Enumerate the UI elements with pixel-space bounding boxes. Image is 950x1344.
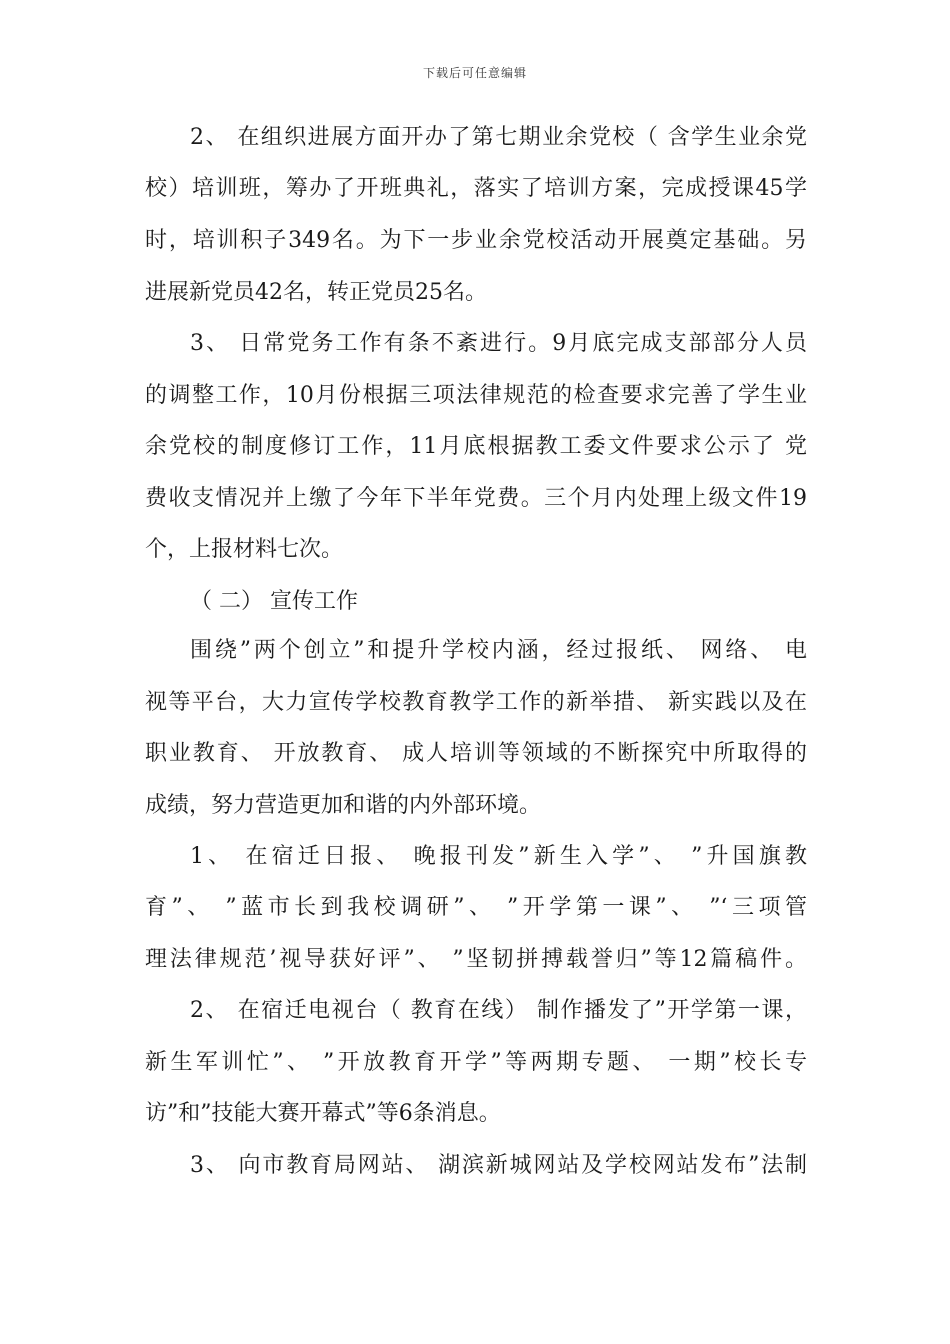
paragraph-line: 的调整工作，10月份根据三项法律规范的检查要求完善了学生业 [145,383,807,408]
paragraph-line: 校）培训班，筹办了开班典礼，落实了培训方案，完成授课45学 [145,176,807,201]
paragraph-line: 费收支情况并上缴了今年下半年党费。三个月内处理上级文件19 [145,486,807,511]
paragraph-line: 视等平台，大力宣传学校教育教学工作的新举措、 新实践以及在 [145,690,807,715]
paragraph-line: 3、 向市教育局网站、 湖滨新城网站及学校网站发布”法制 [190,1153,807,1178]
paragraph-line: 新生军训忙”、 ”开放教育开学”等两期专题、 一期”校长专 [145,1050,807,1075]
paragraph-line: 2、 在宿迁电视台（ 教育在线） 制作播发了”开学第一课， [190,998,807,1023]
paragraph-line: 围绕”两个创立”和提升学校内涵，经过报纸、 网络、 电 [190,638,807,663]
paragraph-line: 进展新党员42名，转正党员25名。 [145,280,487,305]
paragraph-line: 余党校的制度修订工作，11月底根据教工委文件要求公示了 党 [145,434,807,459]
download-note: 下载后可任意编辑 [422,66,527,80]
paragraph-line: 3、 日常党务工作有条不紊进行。9月底完成支部部分人员 [190,331,807,356]
paragraph-line: 育”、 ”蓝市长到我校调研”、 ”开学第一课”、 ”‘三项管 [145,895,807,920]
paragraph-line: 2、 在组织进展方面开办了第七期业余党校（ 含学生业余党 [190,125,807,150]
paragraph-line: 成绩，努力营造更加和谐的内外部环境。 [145,793,542,818]
paragraph-line: 理法律规范’视导获好评”、 ”坚韧拼搏载誉归”等12篇稿件。 [145,947,807,972]
section-heading: （ 二） 宣传工作 [190,589,358,614]
paragraph-line: 职业教育、 开放教育、 成人培训等领域的不断探究中所取得的 [145,741,807,766]
paragraph-line: 个，上报材料七次。 [145,537,344,562]
paragraph-line: 访”和”技能大赛开幕式”等6条消息。 [145,1101,501,1126]
paragraph-line: 1、 在宿迁日报、 晚报刊发”新生入学”、 ”升国旗教 [190,844,807,869]
paragraph-line: 时，培训积子349名。为下一步业余党校活动开展奠定基础。另 [145,228,807,253]
